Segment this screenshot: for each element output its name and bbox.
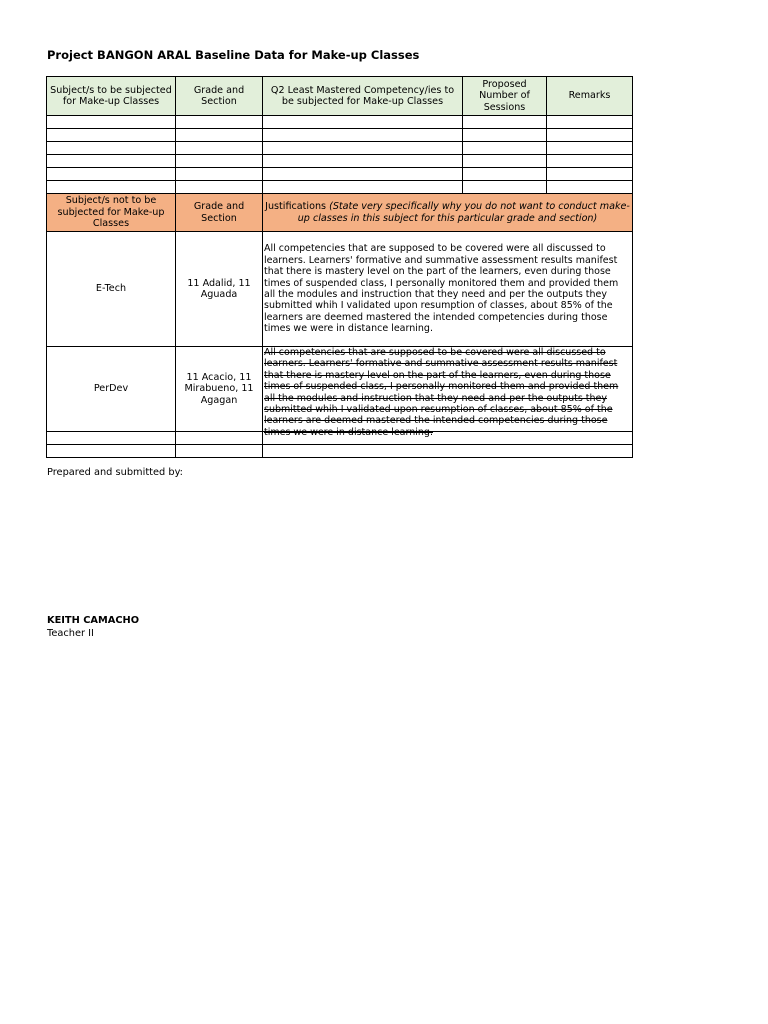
empty-cell bbox=[176, 445, 263, 458]
table-row bbox=[47, 232, 633, 347]
table-row bbox=[47, 347, 633, 432]
empty-cell bbox=[547, 168, 633, 181]
table-row bbox=[47, 181, 633, 194]
empty-cell bbox=[263, 129, 463, 142]
empty-cell bbox=[47, 116, 176, 129]
empty-cell bbox=[176, 181, 263, 194]
subject-cell: E-Tech bbox=[47, 232, 176, 347]
empty-cell bbox=[547, 116, 633, 129]
empty-cell bbox=[176, 116, 263, 129]
header-subject: Subject/s to be subjected for Make-up Classes bbox=[47, 77, 176, 116]
justification-note: (State very specifically why you do not want to conduct make-up classes in this subject for this particular grade and section) bbox=[297, 201, 630, 224]
empty-cell bbox=[47, 129, 176, 142]
empty-cell bbox=[176, 142, 263, 155]
empty-cell bbox=[463, 181, 547, 194]
table-row bbox=[47, 116, 633, 129]
empty-cell bbox=[176, 129, 263, 142]
empty-cell bbox=[263, 168, 463, 181]
empty-cell bbox=[263, 181, 463, 194]
empty-cell bbox=[263, 142, 463, 155]
justification-text: All competencies that are supposed to be covered were all discussed to learners. Learners' formative and summative assessment results manifest that there is mastery level on the part of the learners, even during those times of suspended class, I personally monitored them and provided them all the modules and instruction that they need and per the outputs they submitted whih I validated upon resumption of classes, about 85% of the learners are deemed mastered the intended competencies during those times we were in distance learning. bbox=[264, 243, 619, 335]
empty-cell bbox=[263, 445, 633, 458]
header-justifications bbox=[263, 194, 633, 232]
empty-cell bbox=[263, 155, 463, 168]
empty-cell bbox=[47, 155, 176, 168]
empty-cell bbox=[547, 142, 633, 155]
table-row bbox=[47, 142, 633, 155]
empty-cell bbox=[47, 142, 176, 155]
empty-cell bbox=[463, 116, 547, 129]
empty-cell bbox=[463, 142, 547, 155]
justification-label: Justifications bbox=[265, 201, 330, 212]
empty-cell bbox=[176, 432, 263, 445]
empty-cell bbox=[547, 129, 633, 142]
table-header-row bbox=[47, 194, 633, 232]
grade-section-cell: 11 Acacio, 11 Mirabueno, 11 Agagan bbox=[176, 347, 263, 432]
header-sessions: Proposed Number of Sessions bbox=[463, 77, 547, 116]
justification-cell bbox=[263, 347, 633, 438]
prepared-by-label: Prepared and submitted by: bbox=[47, 467, 183, 478]
subject-cell: PerDev bbox=[47, 347, 176, 432]
grade-section-cell: 11 Adalid, 11 Aguada bbox=[176, 232, 263, 347]
header-competency: Q2 Least Mastered Competency/ies to be subjected for Make-up Classes bbox=[263, 77, 463, 116]
header-remarks: Remarks bbox=[547, 77, 633, 116]
table-row bbox=[47, 155, 633, 168]
empty-cell bbox=[47, 168, 176, 181]
empty-cell bbox=[47, 432, 176, 445]
justification-cell bbox=[263, 232, 633, 347]
empty-cell bbox=[176, 168, 263, 181]
signatory-title: Teacher II bbox=[47, 628, 94, 639]
table-row bbox=[47, 129, 633, 142]
empty-cell bbox=[47, 181, 176, 194]
empty-cell bbox=[547, 181, 633, 194]
empty-cell bbox=[47, 445, 176, 458]
table-row bbox=[47, 168, 633, 181]
empty-cell bbox=[463, 168, 547, 181]
no-makeup-classes-table bbox=[46, 193, 633, 458]
empty-cell bbox=[463, 129, 547, 142]
table-row bbox=[47, 445, 633, 458]
table-header-row bbox=[47, 77, 633, 116]
header-grade-section: Grade and Section bbox=[176, 77, 263, 116]
empty-cell bbox=[176, 155, 263, 168]
empty-cell bbox=[263, 116, 463, 129]
document-title: Project BANGON ARAL Baseline Data for Make-up Classes bbox=[47, 48, 420, 62]
empty-cell bbox=[463, 155, 547, 168]
header-grade-section: Grade and Section bbox=[176, 194, 263, 232]
empty-cell bbox=[547, 155, 633, 168]
signatory-name: KEITH CAMACHO bbox=[47, 615, 140, 626]
header-subject-not: Subject/s not to be subjected for Make-up Classes bbox=[47, 194, 176, 232]
justification-text: All competencies that are supposed to be covered were all discussed to learners. Learners' formative and summative assessment results manifest that there is mastery level on the part of the learners, even during those times of suspended class, I personally monitored them and provided them all the modules and instruction that they need and per the outputs they submitted whih I validated upon resumption of classes, about 85% of the learners are deemed mastered the intended competencies during those times we were in distance learning. bbox=[264, 347, 619, 438]
makeup-classes-table bbox=[46, 76, 633, 194]
